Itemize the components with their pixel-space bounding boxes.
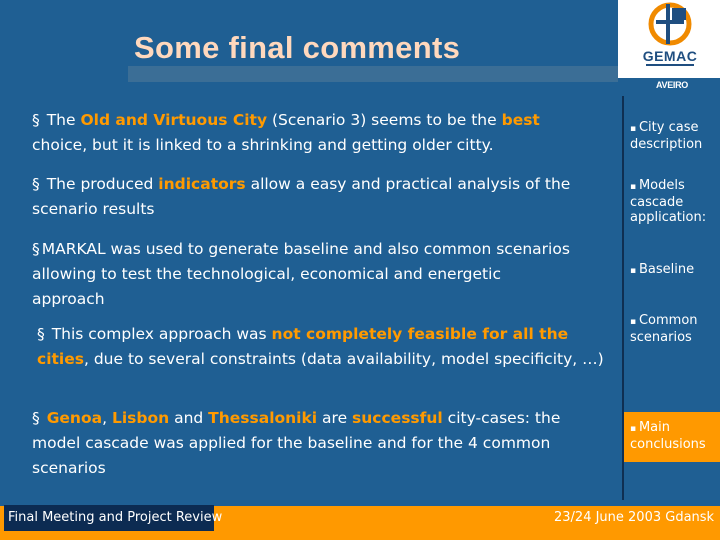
gemac-emblem-icon [646,0,696,48]
comment-paragraph-1 [32,108,598,158]
paragraph-text: MARKAL was used to generate baseline and also common scenarios allowing to test the technological, economical and energetic approach [32,240,570,308]
slide-title: Some final comments [134,30,461,65]
sidebar-bullet-icon: ▪ [630,317,639,327]
highlighted-text: best [501,111,540,129]
bullet-marker: § [32,175,45,193]
paragraph-text: , [102,409,112,427]
sidebar-item-baseline[interactable] [630,262,716,279]
paragraph-text: allow a easy and practical analysis of the scenario results [32,175,571,218]
sidebar-bullet-icon: ▪ [630,182,639,192]
paragraph-text: (Scenario 3) seems to be the [267,111,502,129]
gemac-logo [618,0,720,78]
highlighted-text: Lisbon [111,409,170,427]
bullet-marker: § [32,409,45,427]
sidebar-item-main-conclusions[interactable] [630,420,718,452]
sidebar-item-label: Common scenarios [630,313,698,345]
highlighted-text: successful [352,409,443,427]
sidebar-item-label: Main conclusions [630,420,706,452]
sidebar-bullet-icon: ▪ [630,266,639,276]
paragraph-text: city-cases: the model cascade was applied for the baseline and for the 4 common scenarios [32,409,561,477]
university-name: UNIVERSITY OF AVEIRO [639,70,705,90]
title-underline-band [128,66,618,82]
comment-paragraph-2 [32,172,598,222]
highlighted-text: indicators [158,175,246,193]
logo-underline [646,64,694,66]
highlighted-text: Thessaloniki [208,409,318,427]
footer-date-location: 23/24 June 2003 Gdansk [554,510,715,525]
logo-name: GEMAC [642,48,698,64]
bullet-marker: § [32,240,40,258]
paragraph-text: and [169,409,209,427]
paragraph-text: , due to several constraints (data availability, model specificity, …) [83,350,604,368]
sidebar-bullet-icon: ▪ [630,424,639,434]
paragraph-text: This complex approach was [51,325,272,343]
sidebar-item-label: Models cascade application: [630,178,707,225]
sidebar-item-common-scenarios[interactable] [630,313,716,345]
highlighted-text: Genoa [46,409,103,427]
comment-paragraph-5 [32,406,592,481]
sidebar-item-label: City case description [630,120,703,152]
sidebar-item-city-case-description[interactable] [630,120,716,152]
paragraph-text: choice, but it is linked to a shrinking and getting older citty. [32,136,494,154]
paragraph-text: The produced [46,175,159,193]
paragraph-text: are [317,409,353,427]
bullet-marker: § [37,325,50,343]
comment-paragraph-3 [32,237,572,312]
highlighted-text: not completely feasible for all the cities [37,325,569,368]
sidebar-item-label: Baseline [638,262,695,277]
paragraph-text: The [46,111,81,129]
footer-event-title: Final Meeting and Project Review [8,510,223,525]
comment-paragraph-4 [37,322,615,372]
sidebar-item-models-cascade[interactable] [630,178,720,225]
sidebar-bullet-icon: ▪ [630,124,639,134]
bullet-marker: § [32,111,45,129]
highlighted-text: Old and Virtuous City [80,111,268,129]
